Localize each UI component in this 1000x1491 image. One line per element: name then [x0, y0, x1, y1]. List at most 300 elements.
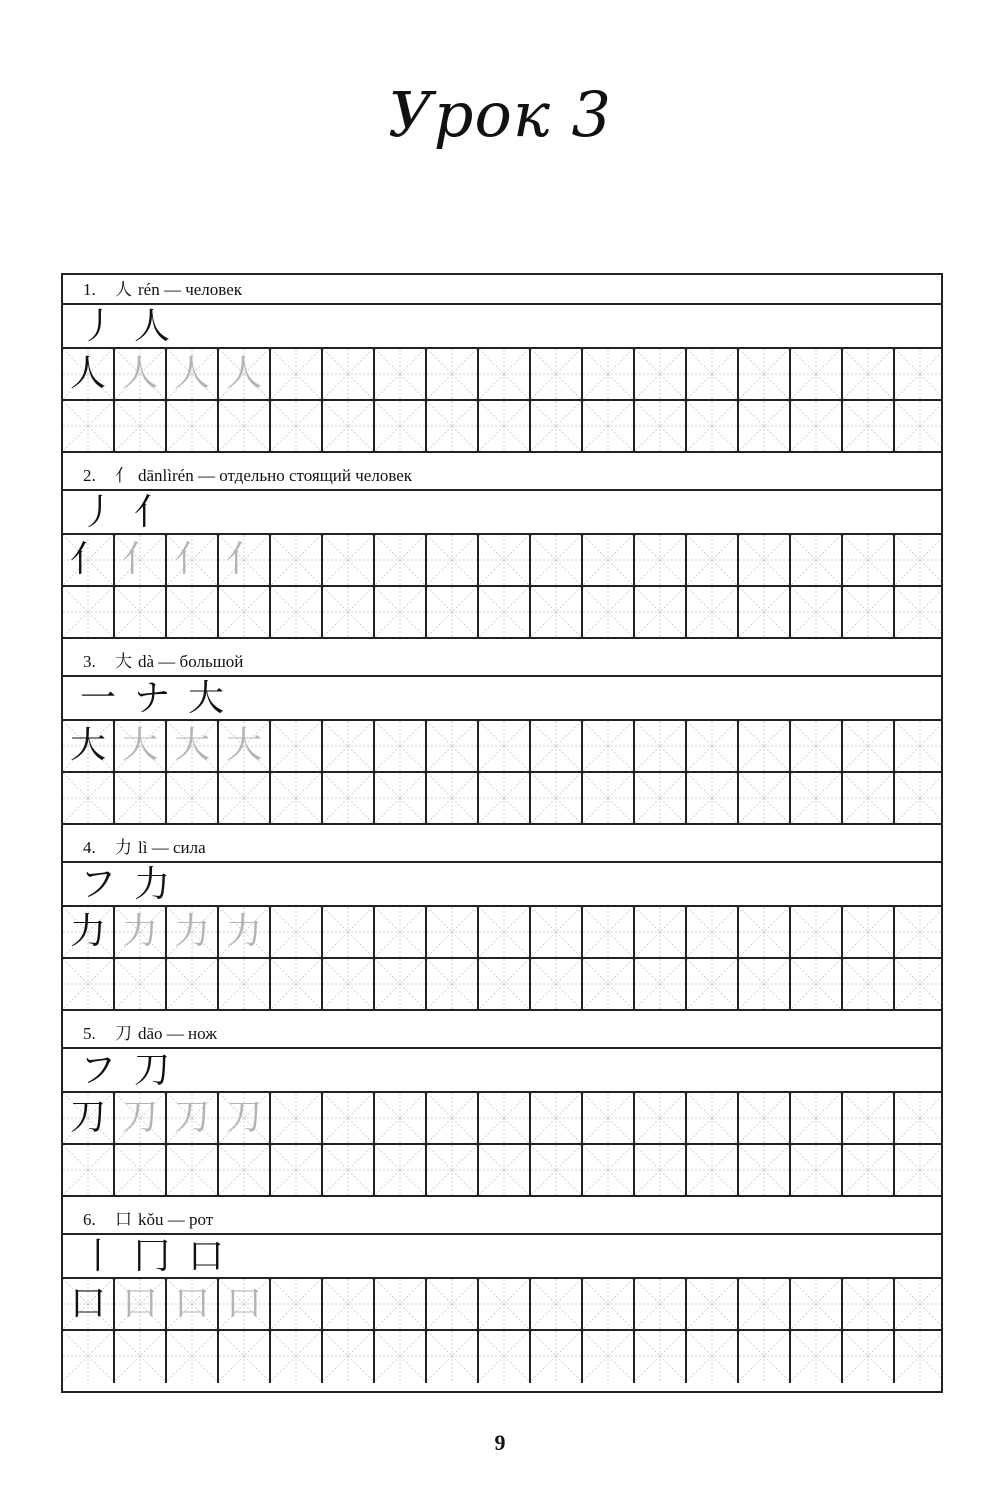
- writing-cell[interactable]: [895, 907, 941, 959]
- writing-cell[interactable]: [167, 907, 219, 959]
- writing-cell[interactable]: [427, 1279, 479, 1331]
- cell-guide-lines: [895, 1145, 941, 1195]
- writing-cell[interactable]: [271, 721, 323, 773]
- writing-cell[interactable]: [479, 1093, 531, 1145]
- cell-guide-lines: [739, 535, 789, 585]
- writing-cell[interactable]: [635, 535, 687, 587]
- trace-character: 口: [225, 1283, 262, 1324]
- writing-cell[interactable]: [271, 535, 323, 587]
- writing-cell[interactable]: [115, 959, 167, 1011]
- writing-cell[interactable]: [531, 907, 583, 959]
- cell-guide-lines: [375, 535, 425, 585]
- cell-guide-lines: [791, 1145, 841, 1195]
- writing-cell[interactable]: [115, 535, 167, 587]
- cell-guide-lines: [427, 535, 477, 585]
- writing-cell[interactable]: [531, 773, 583, 825]
- writing-cell[interactable]: [167, 535, 219, 587]
- practice-row: [63, 401, 941, 453]
- writing-cell[interactable]: [635, 587, 687, 639]
- cell-guide-lines: [479, 587, 529, 637]
- writing-cell[interactable]: [791, 959, 843, 1011]
- cell-guide-lines: [895, 587, 941, 637]
- writing-cell[interactable]: [375, 959, 427, 1011]
- writing-cell[interactable]: [791, 907, 843, 959]
- writing-cell[interactable]: [115, 349, 167, 401]
- writing-cell[interactable]: [427, 773, 479, 825]
- writing-cell[interactable]: [479, 959, 531, 1011]
- stroke-order-row: [63, 863, 941, 907]
- writing-cell[interactable]: [427, 959, 479, 1011]
- practice-row: [63, 721, 941, 773]
- writing-cell[interactable]: [531, 349, 583, 401]
- writing-cell[interactable]: [687, 1279, 739, 1331]
- cell-guide-lines: [427, 773, 477, 823]
- lesson-pinyin-meaning: dà — большой: [138, 652, 244, 671]
- writing-cell[interactable]: [531, 721, 583, 773]
- writing-cell[interactable]: [271, 959, 323, 1011]
- writing-cell[interactable]: [271, 349, 323, 401]
- trace-character: 力: [225, 911, 262, 952]
- lesson-number: 6.: [83, 1210, 96, 1229]
- lesson-pinyin-meaning: dāo — нож: [138, 1024, 217, 1043]
- writing-cell[interactable]: [739, 1093, 791, 1145]
- writing-cell[interactable]: [219, 1145, 271, 1197]
- writing-cell[interactable]: [479, 1331, 531, 1383]
- writing-cell[interactable]: [895, 1093, 941, 1145]
- writing-cell[interactable]: [739, 587, 791, 639]
- writing-cell[interactable]: [63, 1093, 115, 1145]
- writing-cell[interactable]: [739, 401, 791, 453]
- writing-cell[interactable]: [63, 721, 115, 773]
- lesson-block: [63, 461, 941, 647]
- cell-guide-lines: [531, 587, 581, 637]
- writing-cell[interactable]: [531, 401, 583, 453]
- writing-cell[interactable]: [843, 401, 895, 453]
- writing-cell[interactable]: [375, 1093, 427, 1145]
- cell-guide-lines: [843, 959, 893, 1009]
- writing-cell[interactable]: [375, 721, 427, 773]
- cell-guide-lines: [63, 1145, 113, 1195]
- writing-cell[interactable]: [635, 401, 687, 453]
- writing-cell[interactable]: [167, 1145, 219, 1197]
- cell-guide-lines: [427, 1145, 477, 1195]
- writing-cell[interactable]: [791, 773, 843, 825]
- cell-guide-lines: [479, 401, 529, 451]
- writing-cell[interactable]: [271, 1145, 323, 1197]
- writing-cell[interactable]: [375, 535, 427, 587]
- cell-guide-lines: [583, 773, 633, 823]
- writing-cell[interactable]: [635, 1331, 687, 1383]
- writing-cell[interactable]: [843, 1145, 895, 1197]
- writing-cell[interactable]: [895, 1145, 941, 1197]
- cell-guide-lines: [531, 907, 581, 957]
- writing-cell[interactable]: [739, 1331, 791, 1383]
- writing-cell[interactable]: [115, 1145, 167, 1197]
- writing-cell[interactable]: [323, 907, 375, 959]
- writing-cell[interactable]: [791, 1093, 843, 1145]
- practice-row: [63, 1331, 941, 1383]
- cell-guide-lines: [791, 959, 841, 1009]
- writing-cell[interactable]: [895, 1279, 941, 1331]
- writing-cell[interactable]: [843, 535, 895, 587]
- cell-guide-lines: [687, 959, 737, 1009]
- cell-guide-lines: [895, 773, 941, 823]
- lesson-pinyin-meaning: dānlìrén — отдельно стоящий человек: [138, 466, 413, 485]
- writing-cell[interactable]: [323, 959, 375, 1011]
- stroke-order-row: [63, 491, 941, 535]
- writing-cell[interactable]: [791, 721, 843, 773]
- writing-cell[interactable]: [531, 1145, 583, 1197]
- cell-guide-lines: [375, 1093, 425, 1143]
- writing-cell[interactable]: [843, 587, 895, 639]
- cell-guide-lines: [739, 1145, 789, 1195]
- writing-cell[interactable]: [895, 349, 941, 401]
- writing-cell[interactable]: [583, 1145, 635, 1197]
- cell-guide-lines: [843, 907, 893, 957]
- writing-cell[interactable]: [791, 349, 843, 401]
- cell-guide-lines: [687, 1145, 737, 1195]
- cell-guide-lines: [583, 1145, 633, 1195]
- writing-cell[interactable]: [219, 1093, 271, 1145]
- cell-guide-lines: [791, 1093, 841, 1143]
- writing-cell[interactable]: [219, 1331, 271, 1383]
- writing-cell[interactable]: [843, 1093, 895, 1145]
- writing-cell[interactable]: [115, 1093, 167, 1145]
- writing-cell[interactable]: [427, 1145, 479, 1197]
- writing-cell[interactable]: [739, 959, 791, 1011]
- writing-cell[interactable]: [635, 349, 687, 401]
- writing-cell[interactable]: [115, 721, 167, 773]
- cell-guide-lines: [843, 401, 893, 451]
- writing-cell[interactable]: [843, 1279, 895, 1331]
- cell-guide-lines: [219, 401, 269, 451]
- writing-cell[interactable]: [791, 1331, 843, 1383]
- writing-cell[interactable]: [791, 1279, 843, 1331]
- writing-cell[interactable]: [271, 1093, 323, 1145]
- writing-cell[interactable]: [323, 1093, 375, 1145]
- lesson-header: [63, 1019, 941, 1049]
- writing-cell[interactable]: [323, 721, 375, 773]
- cell-guide-lines: [271, 959, 321, 1009]
- writing-cell[interactable]: [635, 1279, 687, 1331]
- lesson-hanzi: 力: [115, 838, 132, 858]
- writing-cell[interactable]: [531, 1331, 583, 1383]
- trace-character: 口: [173, 1283, 210, 1324]
- cell-guide-lines: [375, 1331, 425, 1381]
- writing-cell[interactable]: [479, 535, 531, 587]
- writing-cell[interactable]: [843, 907, 895, 959]
- cell-guide-lines: [635, 1279, 685, 1329]
- writing-cell[interactable]: [739, 721, 791, 773]
- writing-cell[interactable]: [635, 907, 687, 959]
- writing-cell[interactable]: [167, 401, 219, 453]
- cell-guide-lines: [479, 1093, 529, 1143]
- writing-cell[interactable]: [687, 959, 739, 1011]
- writing-cell[interactable]: [687, 587, 739, 639]
- writing-cell[interactable]: [115, 773, 167, 825]
- writing-cell[interactable]: [583, 1331, 635, 1383]
- writing-cell[interactable]: [583, 587, 635, 639]
- writing-cell[interactable]: [167, 349, 219, 401]
- lesson-number: 3.: [83, 652, 96, 671]
- writing-cell[interactable]: [219, 721, 271, 773]
- cell-guide-lines: [531, 535, 581, 585]
- writing-cell[interactable]: [115, 907, 167, 959]
- writing-cell[interactable]: [583, 721, 635, 773]
- writing-cell[interactable]: [167, 721, 219, 773]
- cell-guide-lines: [271, 721, 321, 771]
- page-number: 9: [494, 1430, 506, 1455]
- writing-cell[interactable]: [63, 1331, 115, 1383]
- writing-cell[interactable]: [895, 721, 941, 773]
- writing-cell[interactable]: [375, 1279, 427, 1331]
- cell-guide-lines: [271, 587, 321, 637]
- cell-guide-lines: [323, 773, 373, 823]
- writing-cell[interactable]: [63, 773, 115, 825]
- cell-guide-lines: [531, 959, 581, 1009]
- writing-cell[interactable]: [687, 1331, 739, 1383]
- writing-cell[interactable]: [583, 401, 635, 453]
- writing-cell[interactable]: [739, 535, 791, 587]
- cell-guide-lines: [635, 349, 685, 399]
- cell-guide-lines: [479, 535, 529, 585]
- writing-cell[interactable]: [687, 349, 739, 401]
- writing-cell[interactable]: [375, 1145, 427, 1197]
- writing-cell[interactable]: [63, 1279, 115, 1331]
- writing-cell[interactable]: [219, 773, 271, 825]
- writing-cell[interactable]: [115, 401, 167, 453]
- writing-cell[interactable]: [219, 907, 271, 959]
- writing-cell[interactable]: [63, 401, 115, 453]
- writing-cell[interactable]: [271, 907, 323, 959]
- lesson-hanzi: 大: [115, 652, 132, 672]
- writing-cell[interactable]: [479, 907, 531, 959]
- cell-guide-lines: [583, 349, 633, 399]
- writing-cell[interactable]: [375, 349, 427, 401]
- cell-guide-lines: [323, 1279, 373, 1329]
- writing-cell[interactable]: [895, 535, 941, 587]
- trace-character: 人: [121, 353, 158, 394]
- writing-cell[interactable]: [739, 349, 791, 401]
- cell-guide-lines: [271, 1145, 321, 1195]
- writing-cell[interactable]: [63, 907, 115, 959]
- writing-cell[interactable]: [115, 1331, 167, 1383]
- writing-cell[interactable]: [63, 535, 115, 587]
- writing-cell[interactable]: [583, 1279, 635, 1331]
- cell-guide-lines: [531, 721, 581, 771]
- cell-guide-lines: [843, 1093, 893, 1143]
- writing-cell[interactable]: [323, 349, 375, 401]
- writing-cell[interactable]: [323, 1145, 375, 1197]
- writing-cell[interactable]: [739, 1279, 791, 1331]
- writing-cell[interactable]: [479, 1145, 531, 1197]
- writing-cell[interactable]: [427, 907, 479, 959]
- cell-guide-lines: [583, 1093, 633, 1143]
- writing-cell[interactable]: [167, 773, 219, 825]
- writing-cell[interactable]: [843, 773, 895, 825]
- writing-cell[interactable]: [531, 1279, 583, 1331]
- writing-cell[interactable]: [791, 587, 843, 639]
- stroke-step: 丨: [79, 1236, 116, 1277]
- writing-cell[interactable]: [167, 959, 219, 1011]
- cell-guide-lines: [427, 587, 477, 637]
- writing-cell[interactable]: [479, 587, 531, 639]
- cell-guide-lines: [739, 907, 789, 957]
- writing-cell[interactable]: [583, 907, 635, 959]
- writing-cell[interactable]: [479, 773, 531, 825]
- writing-cell[interactable]: [271, 587, 323, 639]
- lesson-header: [63, 833, 941, 863]
- writing-cell[interactable]: [323, 1331, 375, 1383]
- writing-cell[interactable]: [427, 587, 479, 639]
- cell-guide-lines: [635, 773, 685, 823]
- writing-cell[interactable]: [895, 959, 941, 1011]
- writing-cell[interactable]: [219, 349, 271, 401]
- writing-cell[interactable]: [219, 401, 271, 453]
- writing-cell[interactable]: [687, 907, 739, 959]
- writing-cell[interactable]: [375, 773, 427, 825]
- writing-cell[interactable]: [843, 959, 895, 1011]
- writing-cell[interactable]: [427, 401, 479, 453]
- cell-guide-lines: [323, 401, 373, 451]
- cell-guide-lines: [687, 535, 737, 585]
- writing-cell[interactable]: [791, 401, 843, 453]
- lesson-number: 2.: [83, 466, 96, 485]
- writing-cell[interactable]: [791, 1145, 843, 1197]
- trace-character: 刀: [121, 1097, 158, 1138]
- writing-cell[interactable]: [687, 721, 739, 773]
- cell-guide-lines: [635, 1145, 685, 1195]
- writing-cell[interactable]: [375, 587, 427, 639]
- writing-cell[interactable]: [479, 349, 531, 401]
- writing-cell[interactable]: [375, 1331, 427, 1383]
- writing-cell[interactable]: [687, 773, 739, 825]
- writing-cell[interactable]: [895, 401, 941, 453]
- writing-cell[interactable]: [895, 1331, 941, 1383]
- writing-cell[interactable]: [271, 401, 323, 453]
- writing-cell[interactable]: [583, 535, 635, 587]
- cell-guide-lines: [375, 1279, 425, 1329]
- cell-guide-lines: [479, 907, 529, 957]
- writing-cell[interactable]: [271, 1279, 323, 1331]
- writing-cell[interactable]: [635, 773, 687, 825]
- writing-cell[interactable]: [843, 1331, 895, 1383]
- writing-cell[interactable]: [271, 773, 323, 825]
- cell-guide-lines: [583, 959, 633, 1009]
- writing-cell[interactable]: [323, 535, 375, 587]
- writing-cell[interactable]: [167, 1279, 219, 1331]
- cell-guide-lines: [427, 1331, 477, 1381]
- cell-guide-lines: [895, 721, 941, 771]
- writing-cell[interactable]: [791, 535, 843, 587]
- writing-cell[interactable]: [219, 959, 271, 1011]
- writing-cell[interactable]: [531, 587, 583, 639]
- cell-guide-lines: [427, 349, 477, 399]
- writing-cell[interactable]: [635, 721, 687, 773]
- writing-cell[interactable]: [583, 349, 635, 401]
- practice-row: [63, 959, 941, 1011]
- writing-cell[interactable]: [427, 535, 479, 587]
- writing-cell[interactable]: [739, 1145, 791, 1197]
- writing-cell[interactable]: [427, 1093, 479, 1145]
- writing-cell[interactable]: [687, 1093, 739, 1145]
- trace-character: 刀: [173, 1097, 210, 1138]
- writing-cell[interactable]: [843, 721, 895, 773]
- writing-cell[interactable]: [427, 721, 479, 773]
- cell-guide-lines: [687, 587, 737, 637]
- cell-guide-lines: [635, 959, 685, 1009]
- writing-cell[interactable]: [63, 349, 115, 401]
- cell-guide-lines: [531, 1093, 581, 1143]
- writing-cell[interactable]: [115, 1279, 167, 1331]
- writing-cell[interactable]: [167, 587, 219, 639]
- writing-cell[interactable]: [167, 1331, 219, 1383]
- writing-cell[interactable]: [531, 1093, 583, 1145]
- writing-cell[interactable]: [63, 1145, 115, 1197]
- cell-guide-lines: [375, 349, 425, 399]
- cell-guide-lines: [895, 907, 941, 957]
- cell-guide-lines: [479, 1145, 529, 1195]
- writing-cell[interactable]: [375, 401, 427, 453]
- writing-cell[interactable]: [843, 349, 895, 401]
- writing-cell[interactable]: [63, 959, 115, 1011]
- writing-cell[interactable]: [895, 773, 941, 825]
- writing-cell[interactable]: [583, 959, 635, 1011]
- writing-cell[interactable]: [219, 535, 271, 587]
- writing-cell[interactable]: [739, 907, 791, 959]
- writing-cell[interactable]: [167, 1093, 219, 1145]
- cell-guide-lines: [479, 1279, 529, 1329]
- writing-cell[interactable]: [271, 1331, 323, 1383]
- writing-cell[interactable]: [531, 535, 583, 587]
- writing-cell[interactable]: [635, 1093, 687, 1145]
- writing-cell[interactable]: [323, 401, 375, 453]
- cell-guide-lines: [115, 401, 165, 451]
- cell-guide-lines: [271, 907, 321, 957]
- writing-cell[interactable]: [583, 773, 635, 825]
- writing-cell[interactable]: [479, 721, 531, 773]
- writing-cell[interactable]: [323, 587, 375, 639]
- writing-cell[interactable]: [895, 587, 941, 639]
- writing-cell[interactable]: [687, 401, 739, 453]
- writing-cell[interactable]: [687, 535, 739, 587]
- writing-cell[interactable]: [635, 959, 687, 1011]
- cell-guide-lines: [531, 773, 581, 823]
- writing-cell[interactable]: [427, 1331, 479, 1383]
- writing-cell[interactable]: [635, 1145, 687, 1197]
- writing-cell[interactable]: [583, 1093, 635, 1145]
- writing-cell[interactable]: [687, 1145, 739, 1197]
- practice-row: [63, 907, 941, 959]
- writing-cell[interactable]: [115, 587, 167, 639]
- cell-guide-lines: [427, 721, 477, 771]
- writing-cell[interactable]: [219, 1279, 271, 1331]
- writing-cell[interactable]: [219, 587, 271, 639]
- cell-guide-lines: [635, 535, 685, 585]
- writing-cell[interactable]: [427, 349, 479, 401]
- writing-cell[interactable]: [323, 773, 375, 825]
- writing-cell[interactable]: [323, 1279, 375, 1331]
- writing-cell[interactable]: [479, 401, 531, 453]
- cell-guide-lines: [323, 587, 373, 637]
- writing-cell[interactable]: [739, 773, 791, 825]
- cell-guide-lines: [219, 587, 269, 637]
- writing-cell[interactable]: [63, 587, 115, 639]
- writing-cell[interactable]: [479, 1279, 531, 1331]
- cell-guide-lines: [115, 773, 165, 823]
- writing-cell[interactable]: [531, 959, 583, 1011]
- writing-cell[interactable]: [375, 907, 427, 959]
